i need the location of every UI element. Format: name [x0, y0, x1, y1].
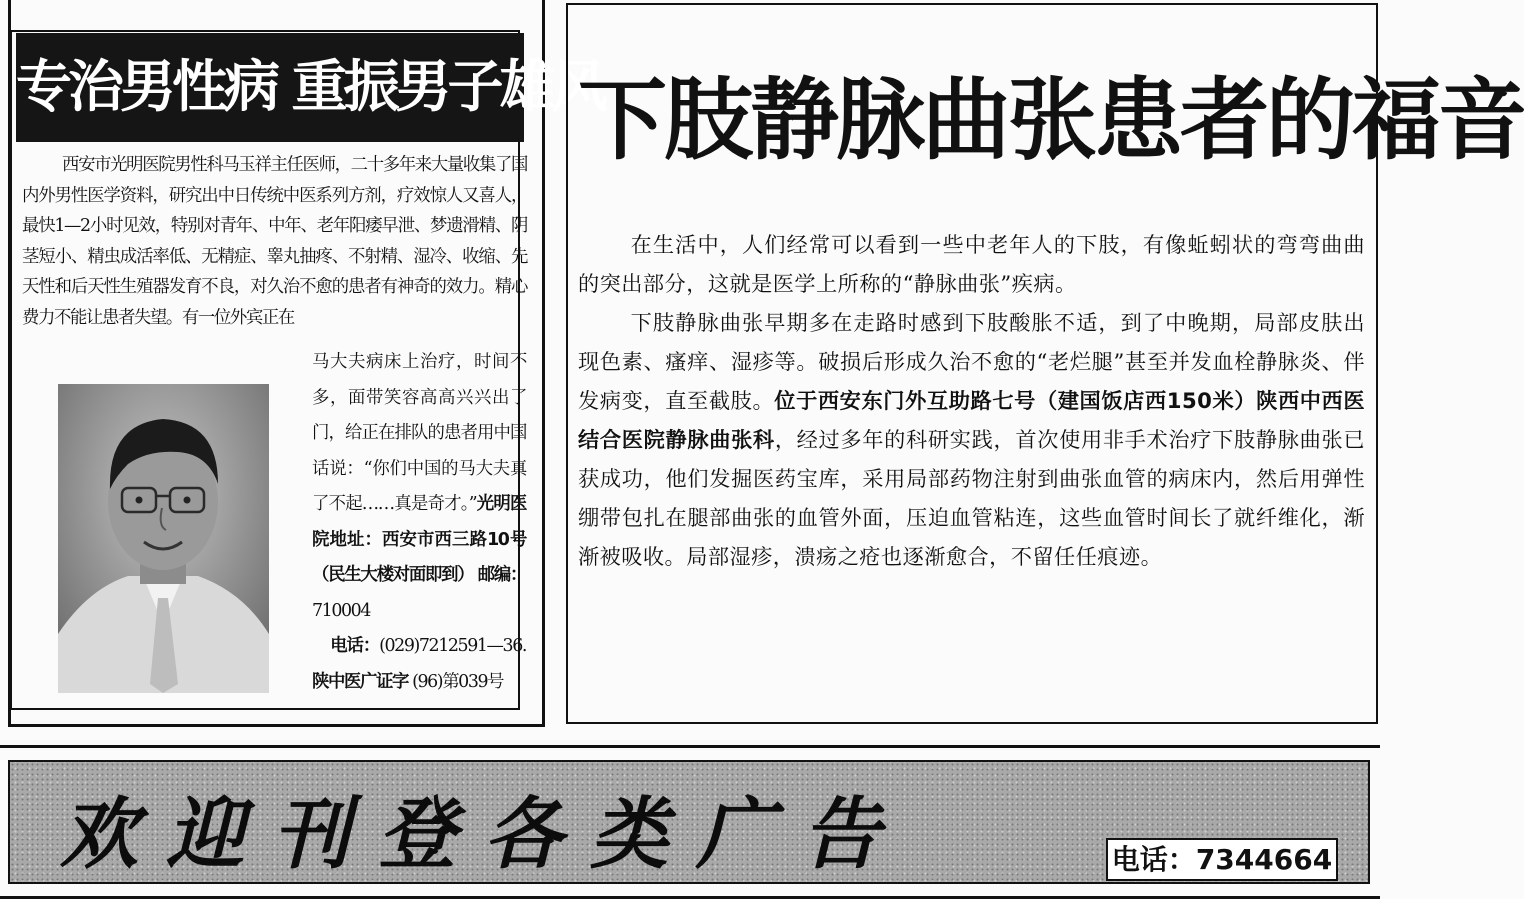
- phone-label: 电话：: [330, 636, 380, 656]
- hospital-address: 西安市西三路10号（民生大楼对面即到）: [312, 529, 526, 585]
- left-ad-continuation: 马大夫病床上治疗，时间不多，面带笑容高高兴兴出了门，给正在排队的患者用中国话说：“你们中国的马大夫真了不起……真是奇才。”: [312, 352, 526, 514]
- doctor-portrait-icon: [58, 384, 269, 693]
- license-number: (96)第039号: [412, 671, 504, 692]
- address-label: 光明医院地址：: [312, 494, 526, 550]
- banner-slogan: 欢迎刊登各类广告: [60, 789, 909, 880]
- article-paragraph-2-start: 下肢静脉曲张早期多在走路时感到下肢酸胀不适，到了中晚期，局部皮肤出现色素、瘙痒、湿疹等。破损后形成久治不愈的“老烂腿”甚至并发血栓静脉炎、伴发病变，直至截肢。: [578, 310, 1365, 413]
- left-ad-headline: 专治男性病 重振男子雄风: [16, 33, 524, 142]
- doctor-photo: [58, 384, 269, 693]
- article-paragraph-1: [578, 225, 1365, 303]
- hospital-location: 位于西安东门外互助路七号（建国饭店西150米）陕西中西医结合医院静脉曲张科: [578, 388, 1365, 452]
- license-text: 陕中医广证字: [312, 671, 408, 692]
- left-ad-contact-column: [312, 345, 526, 700]
- right-article-body: [578, 225, 1365, 576]
- article-paragraph-2: [578, 303, 1365, 576]
- postcode-value: 710004: [312, 600, 370, 621]
- right-article-headline: 下肢静脉曲张患者的福音: [578, 68, 1524, 172]
- phone-value: (029)7212591—36.: [379, 636, 526, 656]
- left-ad-intro: [22, 150, 527, 334]
- banner-phone-number: 7344664: [1195, 843, 1333, 876]
- left-ad-intro-text: 西安市光明医院男性科马玉祥主任医师，二十多年来大量收集了国内外男性医学资料，研究出中日传统中医系列方剂，疗效惊人又喜人，最快1—2小时见效，特别对青年、中年、老年阳痿早泄、梦遗滑精、阴茎短小、精虫成活率低、无精症、睾丸抽疼、不射精、湿冷、收缩、先天性和后天性生殖器发育不良，对久治不愈的患者有神奇的效力。精心费力不能让患者失望。有一位外宾正在: [22, 155, 527, 328]
- banner-phone-box: [1106, 838, 1338, 881]
- article-paragraph-2-end: ，经过多年的科研实践，首次使用非手术治疗下肢静脉曲张已获成功，他们发掘医药宝库，采用局部药物注射到曲张血管的病床内，然后用弹性绷带包扎在腿部曲张的血管外面，压迫血管粘连，这些血管时间长了就纤维化，渐渐被吸收。局部湿疹，溃疡之疮也逐渐愈合，不留任任痕迹。: [578, 427, 1365, 569]
- article-paragraph-1-text: 在生活中，人们经常可以看到一些中老年人的下肢，有像蚯蚓状的弯弯曲曲的突出部分，这就是医学上所称的“静脉曲张”疾病。: [578, 232, 1365, 296]
- banner-phone-label: 电话：: [1111, 843, 1196, 876]
- postcode-label: 邮编：: [477, 565, 526, 585]
